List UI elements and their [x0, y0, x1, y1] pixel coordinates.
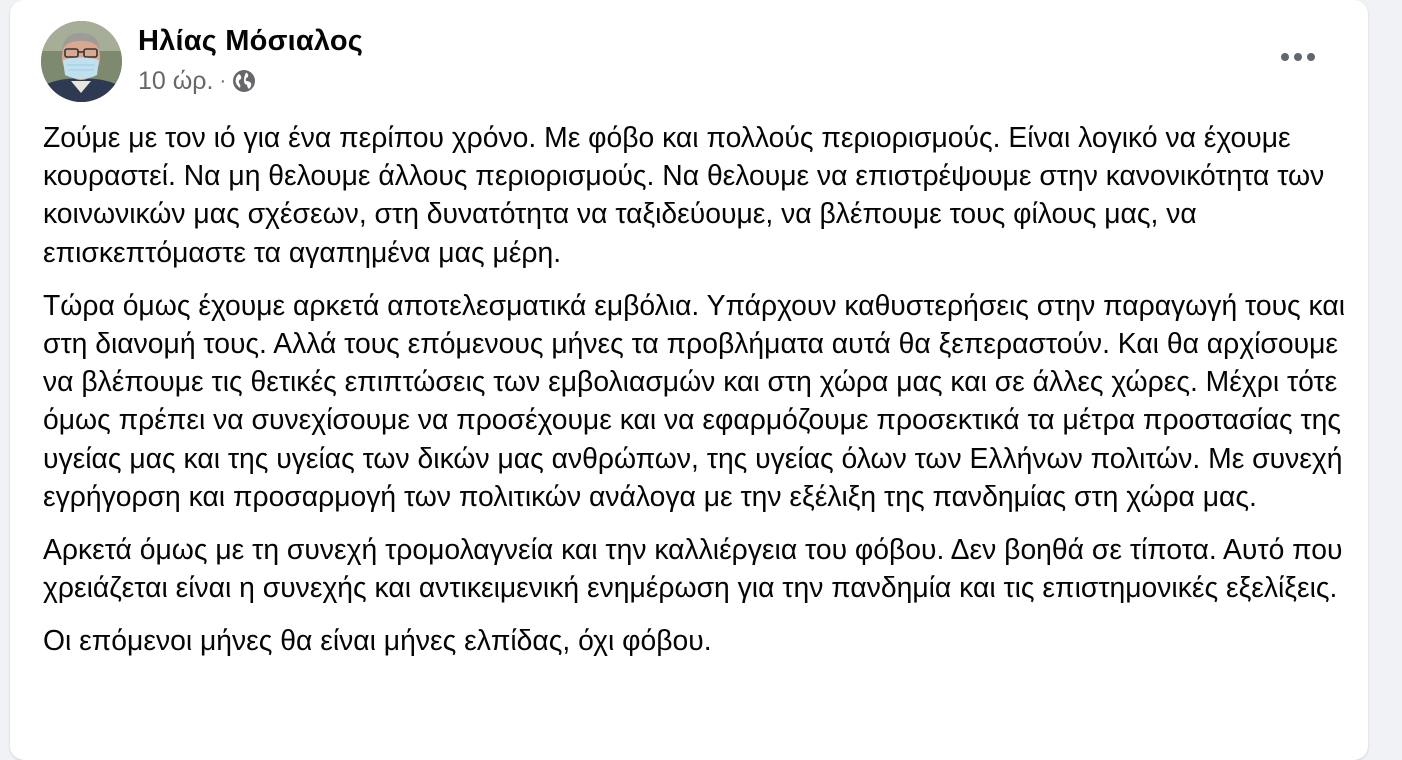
post-timestamp[interactable]: 10 ώρ.	[138, 66, 214, 95]
more-dot	[1281, 53, 1289, 61]
post-paragraph-2: Τώρα όμως έχουμε αρκετά αποτελεσματικά εμβόλια. Υπάρχουν καθυστερήσεις στην παραγωγή τους και στη διανομή τους. Αλλά τους επόμενους μήνες τα προβλήματα αυτά θα ξεπεραστούν. Και θα αρχίσουμε να βλέπουμε τις θετικές επιπτώσεις των εμβολιασμών και στη χώρα μας και σε άλλες χώρες. Μέχρι τότε όμως πρέπει να συνεχίσουμε να προσέχουμε και να εφαρμόζουμε προσεκτικά τα μέτρα προστασίας της υγείας μας και της υγείας των δικών μας ανθρώπων, της υγείας όλων των Ελλήνων πολιτών. Με συνεχή εγρήγορση και προσαρμογή των πολιτικών ανάλογα με την εξέλιξη της πανδημίας στη χώρα μας.	[43, 288, 1345, 512]
author-avatar[interactable]	[41, 21, 122, 102]
more-dot	[1307, 53, 1315, 61]
author-name[interactable]: Ηλίας Μόσιαλος	[138, 25, 364, 57]
globe-icon[interactable]	[232, 69, 256, 93]
meta-separator: ·	[219, 69, 227, 92]
more-dot	[1294, 53, 1302, 61]
scrollbar[interactable]	[1392, 0, 1402, 754]
post-paragraph-1: Ζούμε με τον ιό για ένα περίπου χρόνο. Με φόβο και πολλούς περιορισμούς. Είναι λογικό να έχουμε κουραστεί. Να μη θελουμε άλλους περιορισμούς. Να θελουμε να επιστρέψουμε στην κανονικότητα των κοινωνικών μας σχέσεων, στη δυνατότητα να ταξιδεύουμε, να βλέπουμε τους φίλους μας, να επισκεπτόμαστε τα αγαπημένα μας μέρη.	[43, 121, 1325, 268]
post-header	[10, 0, 1368, 110]
post-paragraph-4: Οι επόμενοι μήνες θα είναι μήνες ελπίδας, όχι φόβου.	[43, 624, 712, 657]
post-card	[10, 0, 1368, 760]
avatar-image	[41, 21, 122, 102]
post-text	[43, 118, 1348, 675]
more-options-icon[interactable]	[1278, 42, 1318, 72]
post-paragraph-3: Αρκετά όμως με τη συνεχή τρομολαγνεία και την καλλιέργεια του φόβου. Δεν βοηθά σε τίποτα. Αυτό που χρειάζεται είναι η συνεχής και αντικειμενική ενημέρωση για την πανδημία και τις επιστημονικές εξελίξεις.	[43, 533, 1343, 604]
post-meta	[138, 66, 256, 96]
